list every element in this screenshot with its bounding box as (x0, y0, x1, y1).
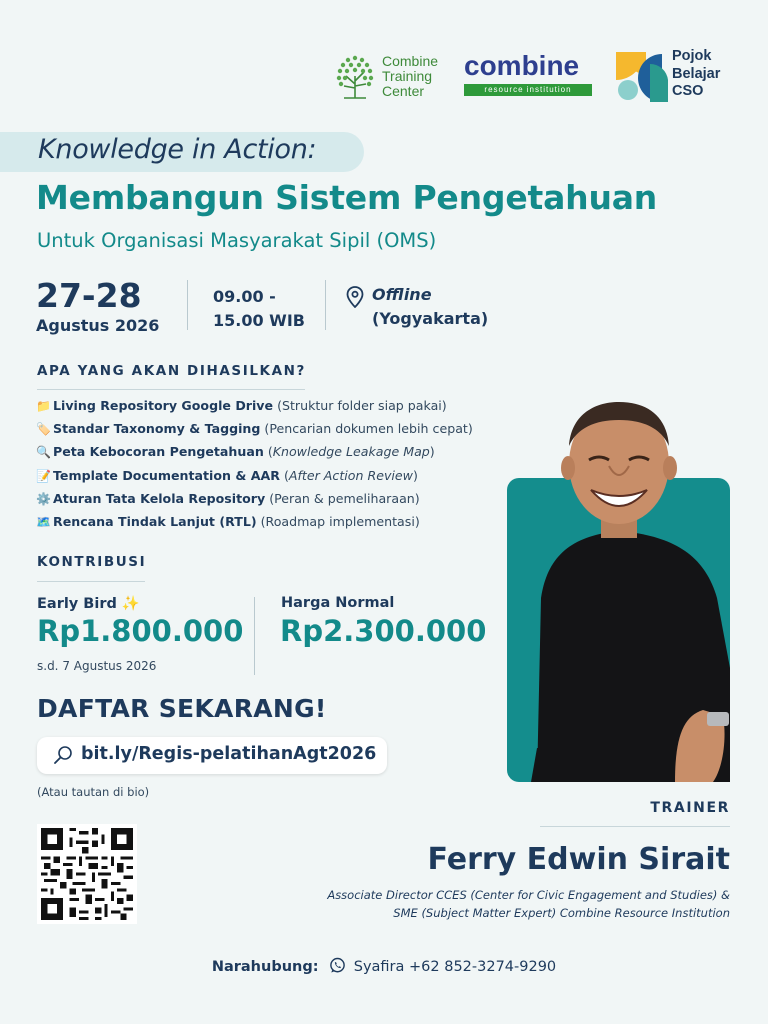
contact-person (0, 957, 768, 975)
trainer-role-line2: SME (Subject Matter Expert) Combine Resource Institution (393, 906, 730, 920)
outcome-title: Rencana Tindak Lanjut (RTL) (53, 513, 257, 529)
normal-price-label: Harga Normal (281, 595, 395, 611)
combine-strip: resource institution (464, 84, 592, 96)
divider (37, 581, 145, 582)
outcome-desc-close: ) (412, 467, 418, 483)
divider (37, 389, 305, 390)
map-icon: 🗺️ (36, 514, 51, 529)
pricing-heading: KONTRIBUSI (37, 554, 147, 570)
outcome-desc: ( (279, 467, 289, 483)
gear-icon: ⚙️ (36, 491, 51, 506)
outcome-desc: (Pencarian dokumen lebih cepat) (260, 421, 473, 437)
pojok-belajar-cso-logo (616, 48, 740, 106)
outcome-desc: (Peran & pemeliharaan) (265, 490, 420, 506)
tag-icon: 🏷️ (36, 422, 51, 437)
outcome-title: Aturan Tata Kelola Repository (53, 490, 266, 506)
trainer-photo (507, 398, 730, 782)
pojok-line1: Pojok (672, 48, 712, 64)
list-item (36, 419, 516, 442)
pojok-logo-text (672, 48, 720, 101)
folder-icon: 📁 (36, 399, 51, 413)
normal-price: Rp2.300.000 (280, 614, 487, 648)
outcomes-heading: APA YANG AKAN DIHASILKAN? (37, 363, 306, 379)
event-location: (Yogyakarta) (372, 309, 489, 328)
list-item (36, 512, 516, 535)
register-heading: DAFTAR SEKARANG! (37, 694, 327, 723)
outcomes-list (36, 396, 516, 535)
outcome-desc: (Roadmap implementasi) (256, 513, 420, 529)
alternate-link-note: (Atau tautan di bio) (37, 785, 150, 799)
partner-logos (330, 48, 738, 108)
contact-label: Narahubung: (211, 959, 319, 975)
early-bird-label: Early Bird ✨ (37, 596, 140, 612)
list-item (36, 466, 516, 489)
outcome-desc-italic: Knowledge Leakage Map (272, 444, 430, 460)
search-icon (53, 745, 73, 765)
location-pin-icon (346, 286, 364, 308)
ctc-line3: Center (382, 83, 425, 99)
outcome-desc-close: ) (429, 444, 435, 460)
qr-code-icon (41, 828, 133, 920)
qr-code[interactable] (37, 824, 137, 924)
event-time-start: 09.00 - (213, 287, 276, 306)
outcome-desc: ( (263, 444, 273, 460)
combine-training-center-logo (330, 48, 448, 104)
ctc-line1: Combine (382, 53, 439, 69)
event-mode: Offline (372, 285, 432, 304)
trainer-name: Ferry Edwin Sirait (427, 842, 730, 877)
pojok-line2: Belajar (672, 65, 721, 82)
pojok-belajar-logo-icon (616, 50, 670, 102)
early-bird-deadline: s.d. 7 Agustus 2026 (37, 659, 157, 673)
outcome-title: Standar Taxonomy & Tagging (53, 421, 261, 437)
divider (540, 826, 730, 827)
page-subtitle: Untuk Organisasi Masyarakat Sipil (OMS) (37, 229, 437, 252)
event-time (213, 285, 305, 333)
registration-link[interactable] (37, 737, 387, 774)
list-item (36, 396, 516, 419)
page-title: Membangun Sistem Pengetahuan (36, 178, 658, 217)
divider (254, 597, 255, 675)
combine-resource-institution-logo (464, 50, 596, 102)
contact-value[interactable]: Syafira +62 852-3274-9290 (353, 959, 557, 975)
list-item (36, 489, 516, 512)
outcome-title: Living Repository Google Drive (53, 398, 274, 413)
memo-icon: 📝 (36, 468, 51, 483)
ctc-logo-text (382, 54, 438, 99)
list-item (36, 442, 516, 465)
tree-logo-icon (332, 50, 378, 100)
trainer-heading: TRAINER (650, 800, 730, 816)
kicker-text: Knowledge in Action: (38, 134, 317, 165)
outcome-title: Template Documentation & AAR (53, 467, 280, 483)
registration-link-text[interactable]: bit.ly/Regis-pelatihanAgt2026 (81, 744, 377, 764)
event-month-year: Agustus 2026 (36, 316, 160, 335)
whatsapp-icon (329, 957, 346, 974)
outcome-desc-italic: After Action Review (288, 467, 413, 483)
trainer-role (290, 886, 730, 922)
event-date: 27-28 (36, 276, 142, 315)
early-bird-price: Rp1.800.000 (37, 614, 244, 648)
divider (187, 280, 188, 330)
event-time-end: 15.00 WIB (213, 311, 305, 330)
trainer-role-line1: Associate Director CCES (Center for Civic Engagement and Studies) & (327, 888, 730, 902)
magnifier-icon: 🔍 (36, 445, 51, 460)
combine-wordmark: combine (464, 50, 580, 81)
outcome-desc: (Struktur folder siap pakai) (273, 398, 447, 413)
pojok-line3: CSO (672, 83, 704, 99)
divider (325, 280, 326, 330)
ctc-line2: Training (382, 68, 433, 84)
outcome-title: Peta Kebocoran Pengetahuan (53, 444, 264, 460)
